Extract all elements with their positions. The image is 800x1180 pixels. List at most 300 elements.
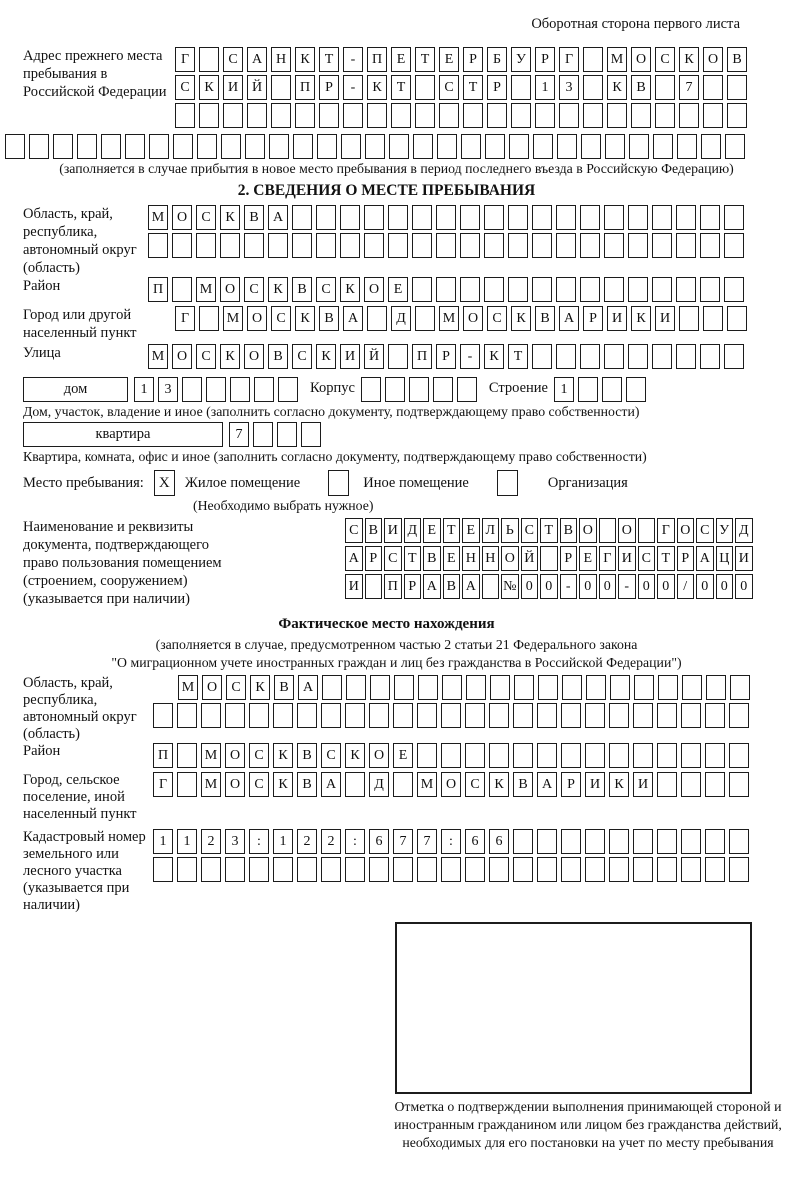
char-cell[interactable] (409, 377, 429, 402)
char-cell[interactable] (705, 772, 725, 797)
char-cell[interactable]: О (225, 772, 245, 797)
char-cell[interactable]: О (247, 306, 267, 331)
char-cell[interactable] (681, 857, 701, 882)
char-cell[interactable] (657, 829, 677, 854)
char-cell[interactable]: Б (487, 47, 507, 72)
char-cell[interactable]: Т (443, 518, 461, 543)
char-cell[interactable] (631, 103, 651, 128)
char-cell[interactable] (341, 134, 361, 159)
char-cell[interactable] (489, 743, 509, 768)
char-cell[interactable] (705, 829, 725, 854)
char-cell[interactable] (561, 829, 581, 854)
char-cell[interactable]: К (489, 772, 509, 797)
char-cell[interactable] (436, 277, 456, 302)
char-cell[interactable] (633, 829, 653, 854)
char-cell[interactable]: В (297, 743, 317, 768)
char-cell[interactable] (724, 277, 744, 302)
char-cell[interactable] (533, 134, 553, 159)
char-cell[interactable]: Р (583, 306, 603, 331)
char-cell[interactable] (369, 857, 389, 882)
char-cell[interactable]: 7 (417, 829, 437, 854)
char-cell[interactable]: : (345, 829, 365, 854)
char-cell[interactable] (439, 103, 459, 128)
char-cell[interactable] (293, 134, 313, 159)
char-cell[interactable] (321, 857, 341, 882)
char-cell[interactable]: К (679, 47, 699, 72)
char-cell[interactable]: 0 (540, 574, 558, 599)
char-cell[interactable] (437, 134, 457, 159)
char-cell[interactable]: Й (247, 75, 267, 100)
char-cell[interactable]: А (462, 574, 480, 599)
char-cell[interactable] (561, 743, 581, 768)
char-cell[interactable]: О (220, 277, 240, 302)
char-cell[interactable] (628, 205, 648, 230)
char-cell[interactable]: С (196, 344, 216, 369)
char-cell[interactable]: П (384, 574, 402, 599)
char-cell[interactable] (221, 134, 241, 159)
char-cell[interactable] (254, 377, 274, 402)
char-cell[interactable]: В (423, 546, 441, 571)
char-cell[interactable] (482, 574, 500, 599)
char-cell[interactable] (268, 233, 288, 258)
char-cell[interactable]: / (677, 574, 695, 599)
char-cell[interactable]: Д (735, 518, 753, 543)
char-cell[interactable] (511, 103, 531, 128)
char-cell[interactable] (580, 277, 600, 302)
char-cell[interactable] (676, 205, 696, 230)
char-cell[interactable] (700, 344, 720, 369)
char-cell[interactable]: В (319, 306, 339, 331)
char-cell[interactable] (628, 277, 648, 302)
occupancy-checkbox-residential[interactable]: X (154, 470, 175, 496)
char-cell[interactable] (393, 857, 413, 882)
char-cell[interactable] (149, 134, 169, 159)
char-cell[interactable]: К (295, 306, 315, 331)
char-cell[interactable] (513, 829, 533, 854)
char-cell[interactable]: Г (599, 546, 617, 571)
char-cell[interactable]: М (201, 772, 221, 797)
char-cell[interactable]: Е (388, 277, 408, 302)
char-cell[interactable] (177, 857, 197, 882)
char-cell[interactable]: И (340, 344, 360, 369)
char-cell[interactable] (609, 743, 629, 768)
char-cell[interactable]: М (178, 675, 198, 700)
char-cell[interactable] (657, 857, 677, 882)
char-cell[interactable] (652, 205, 672, 230)
char-cell[interactable]: 0 (638, 574, 656, 599)
char-cell[interactable] (725, 134, 745, 159)
char-cell[interactable] (532, 233, 552, 258)
char-cell[interactable] (583, 103, 603, 128)
char-cell[interactable]: Д (404, 518, 422, 543)
char-cell[interactable]: И (345, 574, 363, 599)
char-cell[interactable] (556, 277, 576, 302)
char-cell[interactable]: Ь (501, 518, 519, 543)
char-cell[interactable]: 1 (134, 377, 154, 402)
char-cell[interactable]: А (247, 47, 267, 72)
char-cell[interactable] (441, 703, 461, 728)
char-cell[interactable] (556, 233, 576, 258)
char-cell[interactable] (292, 205, 312, 230)
char-cell[interactable] (346, 675, 366, 700)
char-cell[interactable]: 1 (273, 829, 293, 854)
char-cell[interactable]: И (618, 546, 636, 571)
char-cell[interactable]: С (196, 205, 216, 230)
char-cell[interactable] (460, 233, 480, 258)
char-cell[interactable] (153, 857, 173, 882)
char-cell[interactable]: К (199, 75, 219, 100)
char-cell[interactable]: О (441, 772, 461, 797)
char-cell[interactable]: - (343, 47, 363, 72)
char-cell[interactable] (633, 743, 653, 768)
char-cell[interactable]: 3 (225, 829, 245, 854)
char-cell[interactable] (540, 546, 558, 571)
char-cell[interactable] (173, 134, 193, 159)
char-cell[interactable] (391, 103, 411, 128)
char-cell[interactable]: Т (415, 47, 435, 72)
char-cell[interactable]: О (225, 743, 245, 768)
char-cell[interactable] (345, 772, 365, 797)
char-cell[interactable]: В (365, 518, 383, 543)
char-cell[interactable] (658, 675, 678, 700)
char-cell[interactable] (417, 857, 437, 882)
char-cell[interactable] (412, 277, 432, 302)
char-cell[interactable] (511, 75, 531, 100)
char-cell[interactable] (679, 306, 699, 331)
char-cell[interactable] (730, 675, 750, 700)
char-cell[interactable]: С (439, 75, 459, 100)
char-cell[interactable] (701, 134, 721, 159)
char-cell[interactable] (412, 233, 432, 258)
char-cell[interactable]: П (148, 277, 168, 302)
char-cell[interactable]: И (735, 546, 753, 571)
char-cell[interactable]: М (196, 277, 216, 302)
char-cell[interactable] (580, 205, 600, 230)
char-cell[interactable] (729, 743, 749, 768)
char-cell[interactable] (703, 306, 723, 331)
char-cell[interactable]: О (463, 306, 483, 331)
char-cell[interactable] (271, 103, 291, 128)
char-cell[interactable] (385, 377, 405, 402)
char-cell[interactable] (633, 857, 653, 882)
char-cell[interactable] (513, 703, 533, 728)
char-cell[interactable]: Р (463, 47, 483, 72)
char-cell[interactable] (77, 134, 97, 159)
char-cell[interactable] (580, 344, 600, 369)
char-cell[interactable] (340, 233, 360, 258)
char-cell[interactable] (148, 233, 168, 258)
char-cell[interactable] (705, 857, 725, 882)
char-cell[interactable]: Н (482, 546, 500, 571)
char-cell[interactable]: А (423, 574, 441, 599)
char-cell[interactable]: В (268, 344, 288, 369)
char-cell[interactable] (556, 344, 576, 369)
char-cell[interactable]: К (609, 772, 629, 797)
char-cell[interactable] (220, 233, 240, 258)
char-cell[interactable] (609, 703, 629, 728)
char-cell[interactable] (223, 103, 243, 128)
char-cell[interactable]: О (364, 277, 384, 302)
char-cell[interactable]: 1 (177, 829, 197, 854)
char-cell[interactable] (364, 233, 384, 258)
char-cell[interactable] (633, 703, 653, 728)
char-cell[interactable] (508, 233, 528, 258)
char-cell[interactable]: Г (657, 518, 675, 543)
char-cell[interactable] (433, 377, 453, 402)
char-cell[interactable] (361, 377, 381, 402)
char-cell[interactable]: О (579, 518, 597, 543)
char-cell[interactable]: С (655, 47, 675, 72)
char-cell[interactable] (609, 829, 629, 854)
char-cell[interactable]: Т (540, 518, 558, 543)
char-cell[interactable]: М (148, 344, 168, 369)
char-cell[interactable]: Р (535, 47, 555, 72)
char-cell[interactable]: С (465, 772, 485, 797)
char-cell[interactable]: А (321, 772, 341, 797)
char-cell[interactable] (197, 134, 217, 159)
char-cell[interactable] (461, 134, 481, 159)
char-cell[interactable]: О (172, 205, 192, 230)
char-cell[interactable]: А (696, 546, 714, 571)
occupancy-checkbox-organization[interactable] (497, 470, 518, 496)
char-cell[interactable] (700, 205, 720, 230)
char-cell[interactable] (513, 857, 533, 882)
char-cell[interactable]: Е (462, 518, 480, 543)
char-cell[interactable] (676, 344, 696, 369)
char-cell[interactable] (172, 233, 192, 258)
char-cell[interactable] (321, 703, 341, 728)
char-cell[interactable] (247, 103, 267, 128)
char-cell[interactable] (389, 134, 409, 159)
char-cell[interactable]: С (638, 546, 656, 571)
char-cell[interactable] (535, 103, 555, 128)
char-cell[interactable] (681, 829, 701, 854)
char-cell[interactable] (604, 205, 624, 230)
char-cell[interactable]: И (223, 75, 243, 100)
char-cell[interactable] (295, 103, 315, 128)
char-cell[interactable]: Й (364, 344, 384, 369)
char-cell[interactable]: О (631, 47, 651, 72)
char-cell[interactable]: К (340, 277, 360, 302)
char-cell[interactable]: 1 (554, 377, 574, 402)
char-cell[interactable] (225, 703, 245, 728)
char-cell[interactable] (297, 857, 317, 882)
char-cell[interactable] (532, 344, 552, 369)
char-cell[interactable] (319, 103, 339, 128)
char-cell[interactable] (225, 857, 245, 882)
char-cell[interactable] (489, 857, 509, 882)
char-cell[interactable]: 1 (535, 75, 555, 100)
char-cell[interactable] (269, 134, 289, 159)
char-cell[interactable]: К (484, 344, 504, 369)
char-cell[interactable] (705, 703, 725, 728)
char-cell[interactable] (388, 233, 408, 258)
char-cell[interactable] (412, 205, 432, 230)
char-cell[interactable]: 2 (201, 829, 221, 854)
char-cell[interactable] (297, 703, 317, 728)
char-cell[interactable] (489, 703, 509, 728)
char-cell[interactable]: С (249, 772, 269, 797)
char-cell[interactable] (245, 134, 265, 159)
char-cell[interactable]: К (273, 743, 293, 768)
char-cell[interactable] (125, 134, 145, 159)
char-cell[interactable]: 0 (696, 574, 714, 599)
char-cell[interactable] (388, 344, 408, 369)
char-cell[interactable]: С (521, 518, 539, 543)
char-cell[interactable] (196, 233, 216, 258)
char-cell[interactable]: В (292, 277, 312, 302)
char-cell[interactable]: Т (404, 546, 422, 571)
char-cell[interactable]: Р (404, 574, 422, 599)
char-cell[interactable] (244, 233, 264, 258)
char-cell[interactable] (278, 377, 298, 402)
char-cell[interactable]: 6 (465, 829, 485, 854)
char-cell[interactable] (729, 857, 749, 882)
char-cell[interactable] (655, 103, 675, 128)
char-cell[interactable] (201, 857, 221, 882)
char-cell[interactable] (394, 675, 414, 700)
char-cell[interactable]: С (696, 518, 714, 543)
char-cell[interactable] (681, 743, 701, 768)
char-cell[interactable]: 1 (153, 829, 173, 854)
char-cell[interactable] (415, 103, 435, 128)
char-cell[interactable]: Е (443, 546, 461, 571)
char-cell[interactable] (578, 377, 598, 402)
char-cell[interactable] (681, 703, 701, 728)
char-cell[interactable]: Г (175, 306, 195, 331)
char-cell[interactable] (610, 675, 630, 700)
char-cell[interactable]: 0 (735, 574, 753, 599)
char-cell[interactable] (175, 103, 195, 128)
char-cell[interactable]: С (175, 75, 195, 100)
char-cell[interactable]: К (273, 772, 293, 797)
char-cell[interactable] (508, 205, 528, 230)
char-cell[interactable]: Р (487, 75, 507, 100)
char-cell[interactable]: - (560, 574, 578, 599)
char-cell[interactable] (177, 772, 197, 797)
char-cell[interactable]: 0 (579, 574, 597, 599)
char-cell[interactable] (253, 422, 273, 447)
char-cell[interactable]: А (268, 205, 288, 230)
char-cell[interactable]: О (677, 518, 695, 543)
char-cell[interactable] (537, 829, 557, 854)
char-cell[interactable]: О (244, 344, 264, 369)
char-cell[interactable] (249, 857, 269, 882)
char-cell[interactable] (605, 134, 625, 159)
char-cell[interactable]: К (220, 344, 240, 369)
char-cell[interactable]: С (292, 344, 312, 369)
char-cell[interactable] (677, 134, 697, 159)
char-cell[interactable]: О (202, 675, 222, 700)
char-cell[interactable] (537, 703, 557, 728)
char-cell[interactable] (655, 75, 675, 100)
char-cell[interactable]: 6 (369, 829, 389, 854)
char-cell[interactable] (388, 205, 408, 230)
char-cell[interactable] (365, 574, 383, 599)
char-cell[interactable]: С (249, 743, 269, 768)
char-cell[interactable] (199, 47, 219, 72)
char-cell[interactable]: Р (677, 546, 695, 571)
char-cell[interactable] (657, 743, 677, 768)
char-cell[interactable]: В (244, 205, 264, 230)
char-cell[interactable]: Д (391, 306, 411, 331)
char-cell[interactable]: К (345, 743, 365, 768)
char-cell[interactable] (679, 103, 699, 128)
char-cell[interactable]: К (316, 344, 336, 369)
char-cell[interactable] (367, 103, 387, 128)
char-cell[interactable]: О (703, 47, 723, 72)
char-cell[interactable] (628, 233, 648, 258)
char-cell[interactable] (532, 277, 552, 302)
char-cell[interactable] (513, 743, 533, 768)
char-cell[interactable]: О (369, 743, 389, 768)
char-cell[interactable]: С (321, 743, 341, 768)
char-cell[interactable]: К (250, 675, 270, 700)
char-cell[interactable]: Ц (716, 546, 734, 571)
char-cell[interactable] (724, 344, 744, 369)
char-cell[interactable]: М (417, 772, 437, 797)
char-cell[interactable]: С (226, 675, 246, 700)
char-cell[interactable]: М (201, 743, 221, 768)
char-cell[interactable] (729, 829, 749, 854)
char-cell[interactable] (317, 134, 337, 159)
char-cell[interactable]: Р (561, 772, 581, 797)
char-cell[interactable]: Г (559, 47, 579, 72)
char-cell[interactable] (556, 205, 576, 230)
char-cell[interactable]: О (172, 344, 192, 369)
char-cell[interactable]: В (535, 306, 555, 331)
char-cell[interactable]: Т (463, 75, 483, 100)
char-cell[interactable]: К (607, 75, 627, 100)
char-cell[interactable] (343, 103, 363, 128)
char-cell[interactable] (367, 306, 387, 331)
char-cell[interactable] (487, 103, 507, 128)
char-cell[interactable] (273, 857, 293, 882)
char-cell[interactable]: К (268, 277, 288, 302)
char-cell[interactable]: С (244, 277, 264, 302)
char-cell[interactable]: П (153, 743, 173, 768)
char-cell[interactable] (703, 103, 723, 128)
char-cell[interactable] (609, 857, 629, 882)
char-cell[interactable]: П (367, 47, 387, 72)
char-cell[interactable] (583, 47, 603, 72)
char-cell[interactable] (442, 675, 462, 700)
char-cell[interactable] (538, 675, 558, 700)
char-cell[interactable]: И (633, 772, 653, 797)
char-cell[interactable]: К (631, 306, 651, 331)
char-cell[interactable] (292, 233, 312, 258)
char-cell[interactable] (727, 103, 747, 128)
char-cell[interactable]: Т (391, 75, 411, 100)
char-cell[interactable] (657, 772, 677, 797)
char-cell[interactable]: У (716, 518, 734, 543)
char-cell[interactable] (418, 675, 438, 700)
char-cell[interactable] (652, 233, 672, 258)
char-cell[interactable] (393, 703, 413, 728)
char-cell[interactable] (345, 703, 365, 728)
char-cell[interactable] (537, 743, 557, 768)
char-cell[interactable]: С (316, 277, 336, 302)
char-cell[interactable] (466, 675, 486, 700)
char-cell[interactable] (413, 134, 433, 159)
char-cell[interactable] (177, 703, 197, 728)
char-cell[interactable]: В (274, 675, 294, 700)
char-cell[interactable]: М (223, 306, 243, 331)
char-cell[interactable] (364, 205, 384, 230)
char-cell[interactable] (273, 703, 293, 728)
char-cell[interactable]: М (148, 205, 168, 230)
char-cell[interactable]: Е (393, 743, 413, 768)
